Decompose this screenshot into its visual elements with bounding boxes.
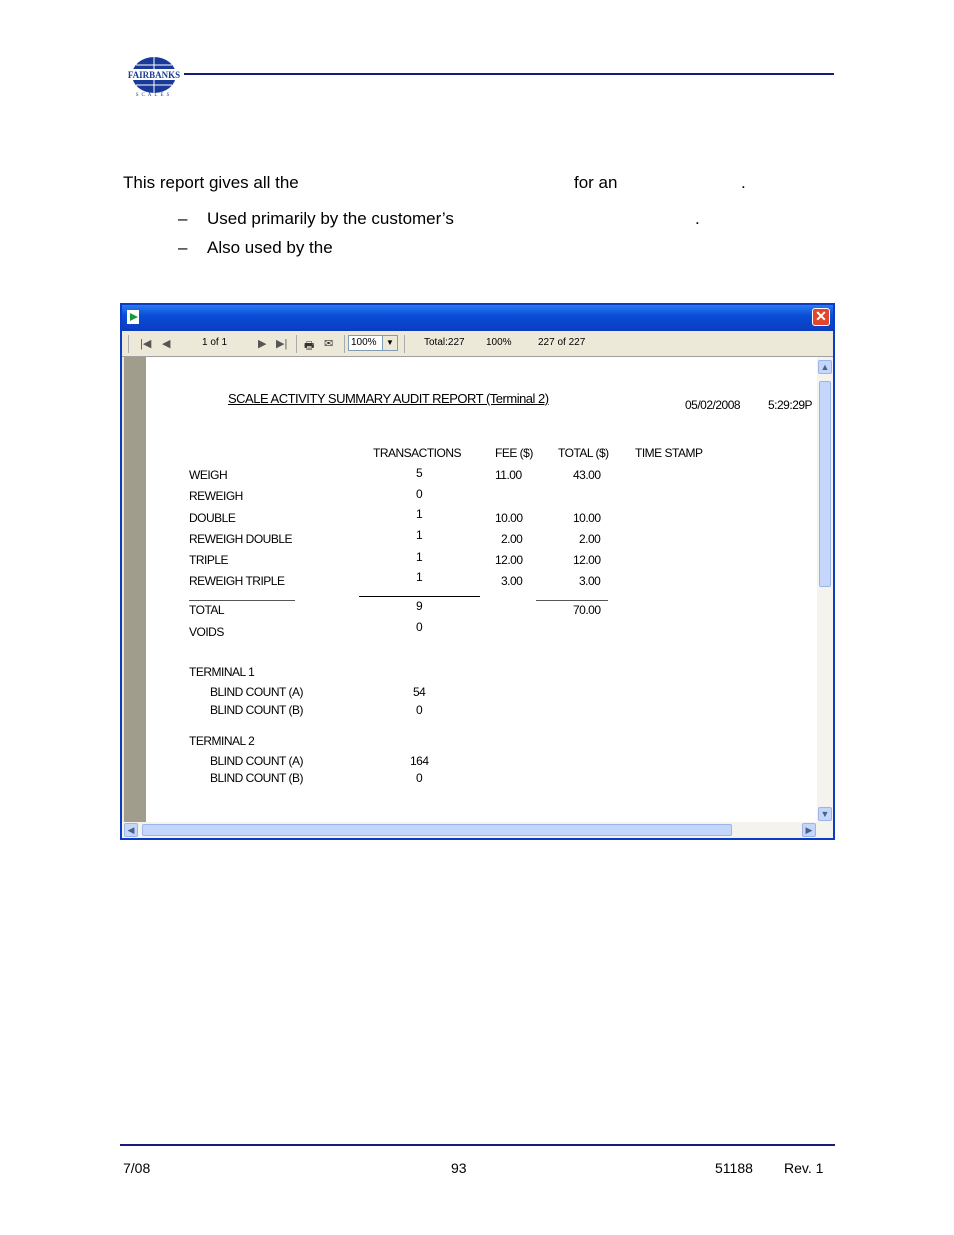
- row-total-weigh: 43.00: [573, 468, 601, 482]
- bullet-text-1a: Used primarily by the customer’s: [207, 209, 454, 228]
- row-total-reweigh-triple: 3.00: [579, 574, 601, 588]
- row-fee-triple: 12.00: [495, 553, 523, 567]
- previous-page-icon[interactable]: ◀: [162, 338, 171, 350]
- row-total-reweigh-double: 2.00: [579, 532, 601, 546]
- footer-page-number: 93: [451, 1160, 467, 1176]
- row-label-reweigh-triple: REWEIGH TRIPLE: [189, 574, 285, 588]
- terminal-2-blind-a-value: 164: [410, 754, 429, 768]
- row-total-triple: 12.00: [573, 553, 601, 567]
- first-page-icon[interactable]: |◀: [140, 338, 152, 350]
- intro-text-1a: This report gives all the: [123, 173, 299, 192]
- row-label-triple: TRIPLE: [189, 553, 229, 567]
- last-page-icon[interactable]: ▶|: [276, 338, 288, 350]
- terminal-2-blind-a-label: BLIND COUNT (A): [210, 754, 303, 768]
- footer-document-number: 51188: [715, 1160, 753, 1176]
- horizontal-scrollbar[interactable]: [122, 822, 833, 838]
- row-label-reweigh: REWEIGH: [189, 489, 243, 503]
- row-trans-reweigh-triple: 1: [416, 570, 423, 584]
- scroll-down-icon[interactable]: ▼: [818, 807, 832, 821]
- total-label: TOTAL: [189, 603, 225, 617]
- terminal-2-blind-b-label: BLIND COUNT (B): [210, 771, 303, 785]
- bullet-text-2a: Also used by the: [207, 238, 333, 257]
- scroll-right-icon[interactable]: ▶: [802, 823, 816, 837]
- terminal-1-blind-b-label: BLIND COUNT (B): [210, 703, 303, 717]
- voids-label: VOIDS: [189, 625, 224, 639]
- total-rule-amount: [536, 600, 608, 601]
- toolbar-separator: [404, 335, 405, 353]
- row-trans-weigh: 5: [416, 466, 423, 480]
- next-page-icon[interactable]: ▶: [258, 338, 267, 350]
- app-icon: [126, 309, 142, 325]
- close-button[interactable]: ✕: [812, 308, 830, 326]
- voids-value: 0: [416, 620, 423, 634]
- bullet-dash-1: –: [178, 209, 188, 228]
- page-indicator: 1 of 1: [202, 337, 228, 348]
- terminal-2-blind-b-value: 0: [416, 771, 423, 785]
- horizontal-scroll-thumb[interactable]: [142, 824, 732, 836]
- toolbar-separator: [296, 335, 297, 353]
- fairbanks-logo: [124, 55, 184, 97]
- total-amount: 70.00: [573, 603, 601, 617]
- row-fee-reweigh-triple: 3.00: [501, 574, 523, 588]
- row-fee-reweigh-double: 2.00: [501, 532, 523, 546]
- column-header-fee: FEE ($): [495, 446, 533, 460]
- terminal-1-blind-a-label: BLIND COUNT (A): [210, 685, 303, 699]
- column-header-transactions: TRANSACTIONS: [373, 446, 462, 460]
- footer-revision: Rev. 1: [784, 1160, 824, 1176]
- report-viewer-window: [120, 303, 835, 840]
- scroll-left-icon[interactable]: ◀: [124, 823, 138, 837]
- terminal-1-blind-b-value: 0: [416, 703, 423, 717]
- terminal-2-label: TERMINAL 2: [189, 734, 255, 748]
- print-icon[interactable]: 🖶: [304, 340, 315, 352]
- export-icon[interactable]: ✉: [324, 338, 334, 350]
- vertical-scroll-thumb[interactable]: [819, 381, 831, 587]
- zoom-value: 100%: [351, 337, 377, 348]
- row-trans-triple: 1: [416, 550, 423, 564]
- intro-text-1c: .: [741, 173, 746, 192]
- row-total-double: 10.00: [573, 511, 601, 525]
- row-fee-double: 10.00: [495, 511, 523, 525]
- footer-date: 7/08: [123, 1160, 151, 1176]
- page-gutter: [122, 357, 146, 822]
- total-rule-transactions: [359, 596, 480, 597]
- row-fee-weigh: 11.00: [495, 468, 522, 482]
- report-time: 5:29:29P: [768, 398, 813, 412]
- total-rule-label: [189, 600, 295, 601]
- svg-text:FAIRBANKS: FAIRBANKS: [127, 70, 181, 80]
- chevron-down-icon[interactable]: ▼: [382, 336, 397, 350]
- row-label-double: DOUBLE: [189, 511, 236, 525]
- row-label-weigh: WEIGH: [189, 468, 228, 482]
- row-trans-double: 1: [416, 507, 423, 521]
- toolbar-separator: [128, 335, 129, 353]
- column-header-time-stamp: TIME STAMP: [635, 446, 703, 460]
- terminal-1-blind-a-value: 54: [413, 685, 426, 699]
- column-header-total: TOTAL ($): [558, 446, 609, 460]
- row-trans-reweigh-double: 1: [416, 528, 423, 542]
- footer-rule: [120, 1144, 835, 1146]
- toolbar-separator: [344, 335, 345, 353]
- report-content-area: [122, 357, 833, 822]
- bullet-dash-2: –: [178, 238, 188, 257]
- zoom-select[interactable]: [348, 335, 398, 351]
- report-date: 05/02/2008: [685, 398, 741, 412]
- toolbar: [122, 331, 833, 357]
- title-bar: [122, 305, 833, 331]
- record-count: 227 of 227: [538, 337, 586, 348]
- percent-indicator: 100%: [486, 337, 512, 348]
- total-records: Total:227: [424, 337, 465, 348]
- terminal-1-label: TERMINAL 1: [189, 665, 255, 679]
- svg-text:SCALES: SCALES: [135, 93, 173, 97]
- row-trans-reweigh: 0: [416, 487, 423, 501]
- bullet-text-1b: .: [695, 209, 700, 228]
- report-title: SCALE ACTIVITY SUMMARY AUDIT REPORT (Terminal 2): [228, 391, 549, 406]
- intro-text-1b: for an: [574, 173, 618, 192]
- total-transactions: 9: [416, 599, 423, 613]
- header-rule: [184, 73, 834, 75]
- scroll-up-icon[interactable]: ▲: [818, 360, 832, 374]
- row-label-reweigh-double: REWEIGH DOUBLE: [189, 532, 293, 546]
